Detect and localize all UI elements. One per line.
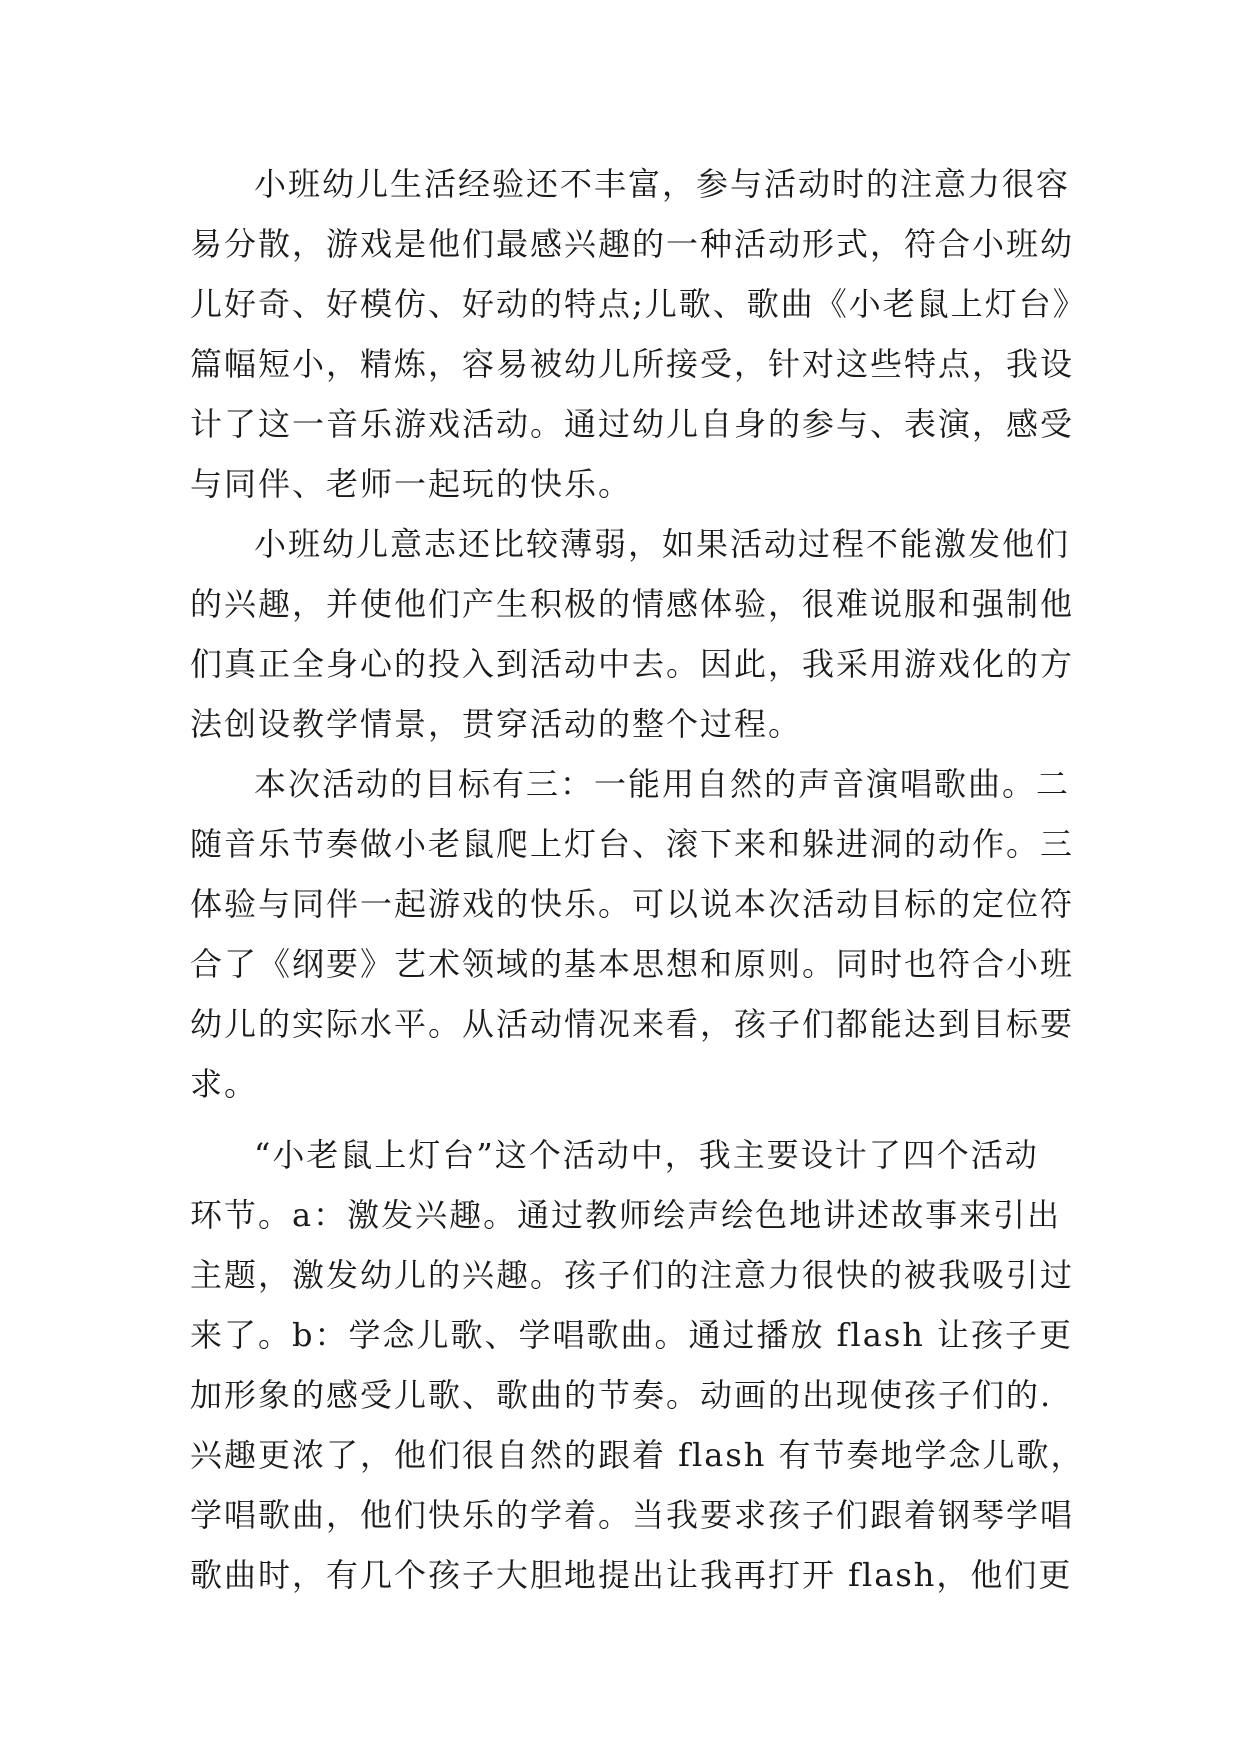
paragraph-1 bbox=[190, 154, 1087, 514]
text-line: 兴趣更浓了，他们很自然的跟着 flash 有节奏地学念儿歌， bbox=[190, 1436, 1085, 1474]
text-line: 本次活动的目标有三：一能用自然的声音演唱歌曲。二 bbox=[254, 765, 1071, 803]
text-line: 随音乐节奏做小老鼠爬上灯台、滚下来和躲进洞的动作。三 bbox=[190, 825, 1075, 863]
text-line: 合了《纲要》艺术领域的基本思想和原则。同时也符合小班 bbox=[190, 945, 1075, 983]
text-line: 们真正全身心的投入到活动中去。因此，我采用游戏化的方 bbox=[190, 645, 1075, 683]
paragraph-spacer bbox=[190, 1114, 1060, 1125]
paragraph-2 bbox=[190, 514, 1075, 754]
text-line: 幼儿的实际水平。从活动情况来看，孩子们都能达到目标要 bbox=[190, 1005, 1075, 1043]
paragraph-4 bbox=[190, 1125, 1085, 1605]
text-line: 小班幼儿意志还比较薄弱，如果活动过程不能激发他们 bbox=[254, 525, 1071, 563]
text-line: 来了。b：学念儿歌、学唱歌曲。通过播放 flash 让孩子更 bbox=[190, 1316, 1074, 1354]
text-line: 主题，激发幼儿的兴趣。孩子们的注意力很快的被我吸引过 bbox=[190, 1256, 1075, 1294]
text-line: 体验与同伴一起游戏的快乐。可以说本次活动目标的定位符 bbox=[190, 885, 1075, 923]
text-line: 与同伴、老师一起玩的快乐。 bbox=[190, 465, 633, 503]
text-line: 易分散，游戏是他们最感兴趣的一种活动形式，符合小班幼 bbox=[190, 225, 1075, 263]
text-line: 环节。a：激发兴趣。通过教师绘声绘色地讲述故事来引出 bbox=[190, 1196, 1062, 1234]
text-line: 计了这一音乐游戏活动。通过幼儿自身的参与、表演，感受 bbox=[190, 405, 1075, 443]
text-line: 歌曲时，有几个孩子大胆地提出让我再打开 flash，他们更 bbox=[190, 1556, 1073, 1594]
text-line: 加形象的感受儿歌、歌曲的节奏。动画的出现使孩子们的. bbox=[190, 1376, 1053, 1414]
text-line: 法创设教学情景，贯穿活动的整个过程。 bbox=[190, 705, 803, 743]
text-line: 篇幅短小，精炼，容易被幼儿所接受，针对这些特点，我设 bbox=[190, 345, 1075, 383]
paragraph-3 bbox=[190, 754, 1075, 1114]
text-line: 求。 bbox=[190, 1065, 259, 1103]
text-line: 小班幼儿生活经验还不丰富，参与活动时的注意力很容 bbox=[254, 165, 1071, 203]
text-line: 儿好奇、好模仿、好动的特点;儿歌、歌曲《小老鼠上灯台》 bbox=[190, 285, 1087, 323]
document-body bbox=[190, 154, 1087, 1605]
text-line: 的兴趣，并使他们产生积极的情感体验，很难说服和强制他 bbox=[190, 585, 1075, 623]
text-line: “小老鼠上灯台”这个活动中，我主要设计了四个活动 bbox=[254, 1136, 1039, 1174]
text-line: 学唱歌曲，他们快乐的学着。当我要求孩子们跟着钢琴学唱 bbox=[190, 1496, 1075, 1534]
